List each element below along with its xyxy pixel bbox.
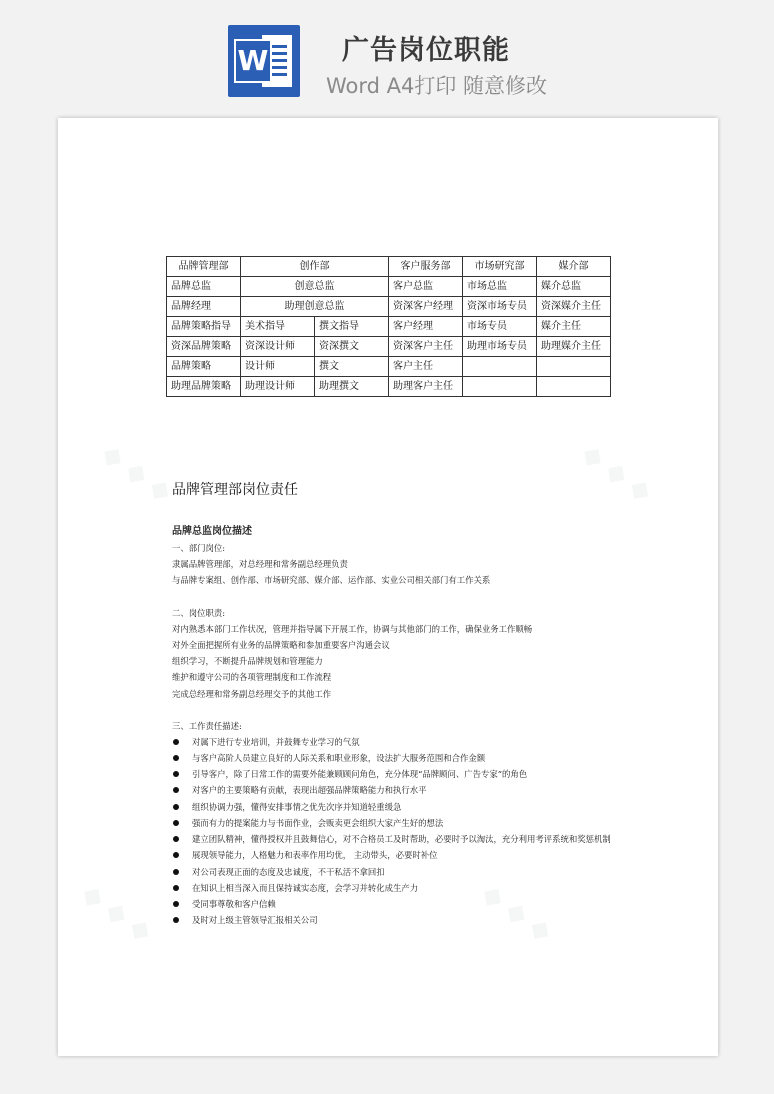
section-body: [172, 522, 612, 928]
table-cell: 客户主任: [389, 357, 463, 377]
table-cell: 品牌策略指导: [167, 317, 241, 337]
bullet-item: 及时对上级主管领导汇报相关公司: [172, 912, 612, 928]
table-cell: 助理市场专员: [463, 337, 537, 357]
table-cell: 市场研究部: [463, 257, 537, 277]
table-cell: 客户服务部: [389, 257, 463, 277]
table-cell: 资深客户主任: [389, 337, 463, 357]
table-cell: [537, 357, 611, 377]
table-cell: 助理品牌策略: [167, 377, 241, 397]
table-cell: [463, 357, 537, 377]
text-line: 组织学习，不断提升品牌规划和管理能力: [172, 656, 323, 667]
table-cell: 市场专员: [463, 317, 537, 337]
document-subtitle: Word A4打印 随意修改: [326, 74, 548, 98]
table-cell: 媒介部: [537, 257, 611, 277]
table-row: [167, 337, 611, 357]
word-doc-icon: [228, 25, 300, 97]
table-cell: 媒介主任: [537, 317, 611, 337]
bullet-item: 对属下进行专业培训，并鼓舞专业学习的气氛: [172, 734, 612, 750]
document-title: 广告岗位职能: [342, 35, 510, 66]
bullet-item: 对客户的主要策略有贡献，表现出超强品牌策略能力和执行水平: [172, 782, 612, 798]
table-cell: 品牌管理部: [167, 257, 241, 277]
text-line: 对内熟悉本部门工作状况，管理并指导属下开展工作，协调与其他部门的工作，确保业务工作顺畅: [172, 623, 533, 634]
table-row: [167, 317, 611, 337]
table-cell: 创作部: [241, 257, 389, 277]
table-cell: 品牌策略: [167, 357, 241, 377]
table-cell: 资深媒介主任: [537, 297, 611, 317]
table-cell: 媒介总监: [537, 277, 611, 297]
text-line: 维护和遵守公司的各项管理制度和工作流程: [172, 672, 332, 683]
table-cell: 资深客户经理: [389, 297, 463, 317]
table-cell: 品牌总监: [167, 277, 241, 297]
table-cell: 设计师: [241, 357, 315, 377]
bullet-item: 强而有力的提案能力与书面作业，会贩卖更会组织大家产生好的想法: [172, 815, 612, 831]
table-header-row: [167, 257, 611, 277]
table-cell: 品牌经理: [167, 297, 241, 317]
bullet-item: 建立团队精神，懂得授权并且鼓舞信心，对不合格员工及时帮助，必要时予以淘汰，充分利用考评系统和奖惩机制: [172, 831, 612, 847]
table-cell: 创意总监: [241, 277, 389, 297]
table-row: [167, 277, 611, 297]
bullet-item: 组织协调力强，懂得安排事情之优先次序并知道轻重缓急: [172, 799, 612, 815]
table-row: [167, 377, 611, 397]
text-line: 与品牌专案组、创作部、市场研究部、媒介部、运作部、实业公司相关部门有工作关系: [172, 575, 491, 586]
bullet-item: 引导客户，除了日常工作的需要外能兼顾顾问角色，充分体现“品牌顾问、广告专家”的角色: [172, 766, 612, 782]
table-cell: 美术指导: [241, 317, 315, 337]
table-cell: 资深设计师: [241, 337, 315, 357]
org-structure-table: [166, 256, 611, 397]
table-cell: 资深市场专员: [463, 297, 537, 317]
table-cell: 助理创意总监: [241, 297, 389, 317]
table-cell: 客户总监: [389, 277, 463, 297]
word-icon-letter: W: [234, 39, 272, 83]
table-cell: [537, 377, 611, 397]
table-cell: 助理客户主任: [389, 377, 463, 397]
table-cell: 市场总监: [463, 277, 537, 297]
text-line: 对外全面把握所有业务的品牌策略和参加重要客户沟通会议: [172, 639, 390, 650]
bullet-item: 受同事尊敬和客户信赖: [172, 896, 612, 912]
page-header: [0, 0, 774, 118]
table-cell: 撰文: [315, 357, 389, 377]
table-cell: 助理设计师: [241, 377, 315, 397]
part2-heading: 二、岗位职责:: [172, 607, 226, 618]
part1-heading: 一、部门岗位:: [172, 543, 226, 553]
table-cell: [463, 377, 537, 397]
table-cell: 资深撰文: [315, 337, 389, 357]
table-cell: 资深品牌策略: [167, 337, 241, 357]
bullet-item: 与客户高阶人员建立良好的人际关系和职业形象，设法扩大服务范围和合作金额: [172, 750, 612, 766]
table-cell: 助理撰文: [315, 377, 389, 397]
table-cell: 撰文指导: [315, 317, 389, 337]
part3-heading: 三、工作责任描述:: [172, 720, 242, 731]
table-cell: 助理媒介主任: [537, 337, 611, 357]
text-line: 完成总经理和常务副总经理交予的其他工作: [172, 688, 332, 699]
bullet-item: 在知识上相当深入而且保持诚实态度，会学习并转化成生产力: [172, 880, 612, 896]
document-page: ◆ ◆ ◆ ◆ ◆ ◆ ◆ ◆ ◆ ◆ ◆ ◆ 品牌管理部 创作部 客户服务部 市场研究部 媒介部 品牌总监 创意总监 客户总监 市场总监 媒介总监 品牌经理 助理创意总监 资深客户经理 资深市场专员 资深媒介主任 品牌策略指导 美术指导 撰文指导 客户经理 市场专员 媒介主任 资深品牌策略 资深设计师 资深撰文 资深客户主任 助理市场专员 助理媒介主任 品牌策略 设计师 撰文 客户主任 助理品牌策略 助理设计师 助理撰文 助理客户主任 品牌管理部岗位责任 品牌总监岗位描述 一、部门岗位: 隶属品牌管理部，对总经理和常务副总经理负责 与品牌专案组、创作部、市场研究部、媒介部、运作部、实业公司相关部门有工作关系 二、岗位职责: 对内熟悉本部门工作状况，管理并指导属下开展工作，协调与其他部门的工作，确保业务工作顺畅 对外全面把握所有业务的品牌策略和参加重要客户沟通会议 组织学习，不断提升品牌规划和管理能力 维护和遵守公司的各项管理制度和工作流程 完成总经理和常务副总经理交予的其他工作 三、工作责任描述: 对属下进行专业培训，并鼓舞专业学习的气氛 与客户高阶人员建立良好的人际关系和职业形象，设法扩大服务范围和合作金额 引导客户，除了日常工作的需要外能兼顾顾问角色，充分体现“品牌顾问、广告专家”的角色 对客户的主要策略有贡献，表现出超强品牌策略能力和执行水平 组织协调力强，懂得安排事情之优先次序并知道轻重缓急 强而有力的提案能力与书面作业，会贩卖更会组织大家产生好的想法 建立团队精神，懂得授权并且鼓舞信心，对不合格员工及时帮助，必要时予以淘汰，充分利用考评系统和奖惩机制 展现领导能力，人格魅力和表率作用均优， 主动带头，必要时补位 对公司表现正面的态度及忠诚度，不干私活不拿回扣 在知识上相当深入而且保持诚实态度，会学习并转化成生产力 受同事尊敬和客户信赖 及时对上级主管领导汇报相关公司: [58, 118, 718, 1056]
table-row: [167, 357, 611, 377]
table-cell: 客户经理: [389, 317, 463, 337]
text-line: 隶属品牌管理部，对总经理和常务副总经理负责: [172, 559, 348, 570]
bullet-item: 对公司表现正面的态度及忠诚度，不干私活不拿回扣: [172, 864, 612, 880]
section-subtitle: 品牌总监岗位描述: [172, 526, 252, 537]
bullet-item: 展现领导能力，人格魅力和表率作用均优， 主动带头，必要时补位: [172, 847, 612, 863]
section-title: 品牌管理部岗位责任: [172, 482, 298, 498]
table-row: [167, 297, 611, 317]
